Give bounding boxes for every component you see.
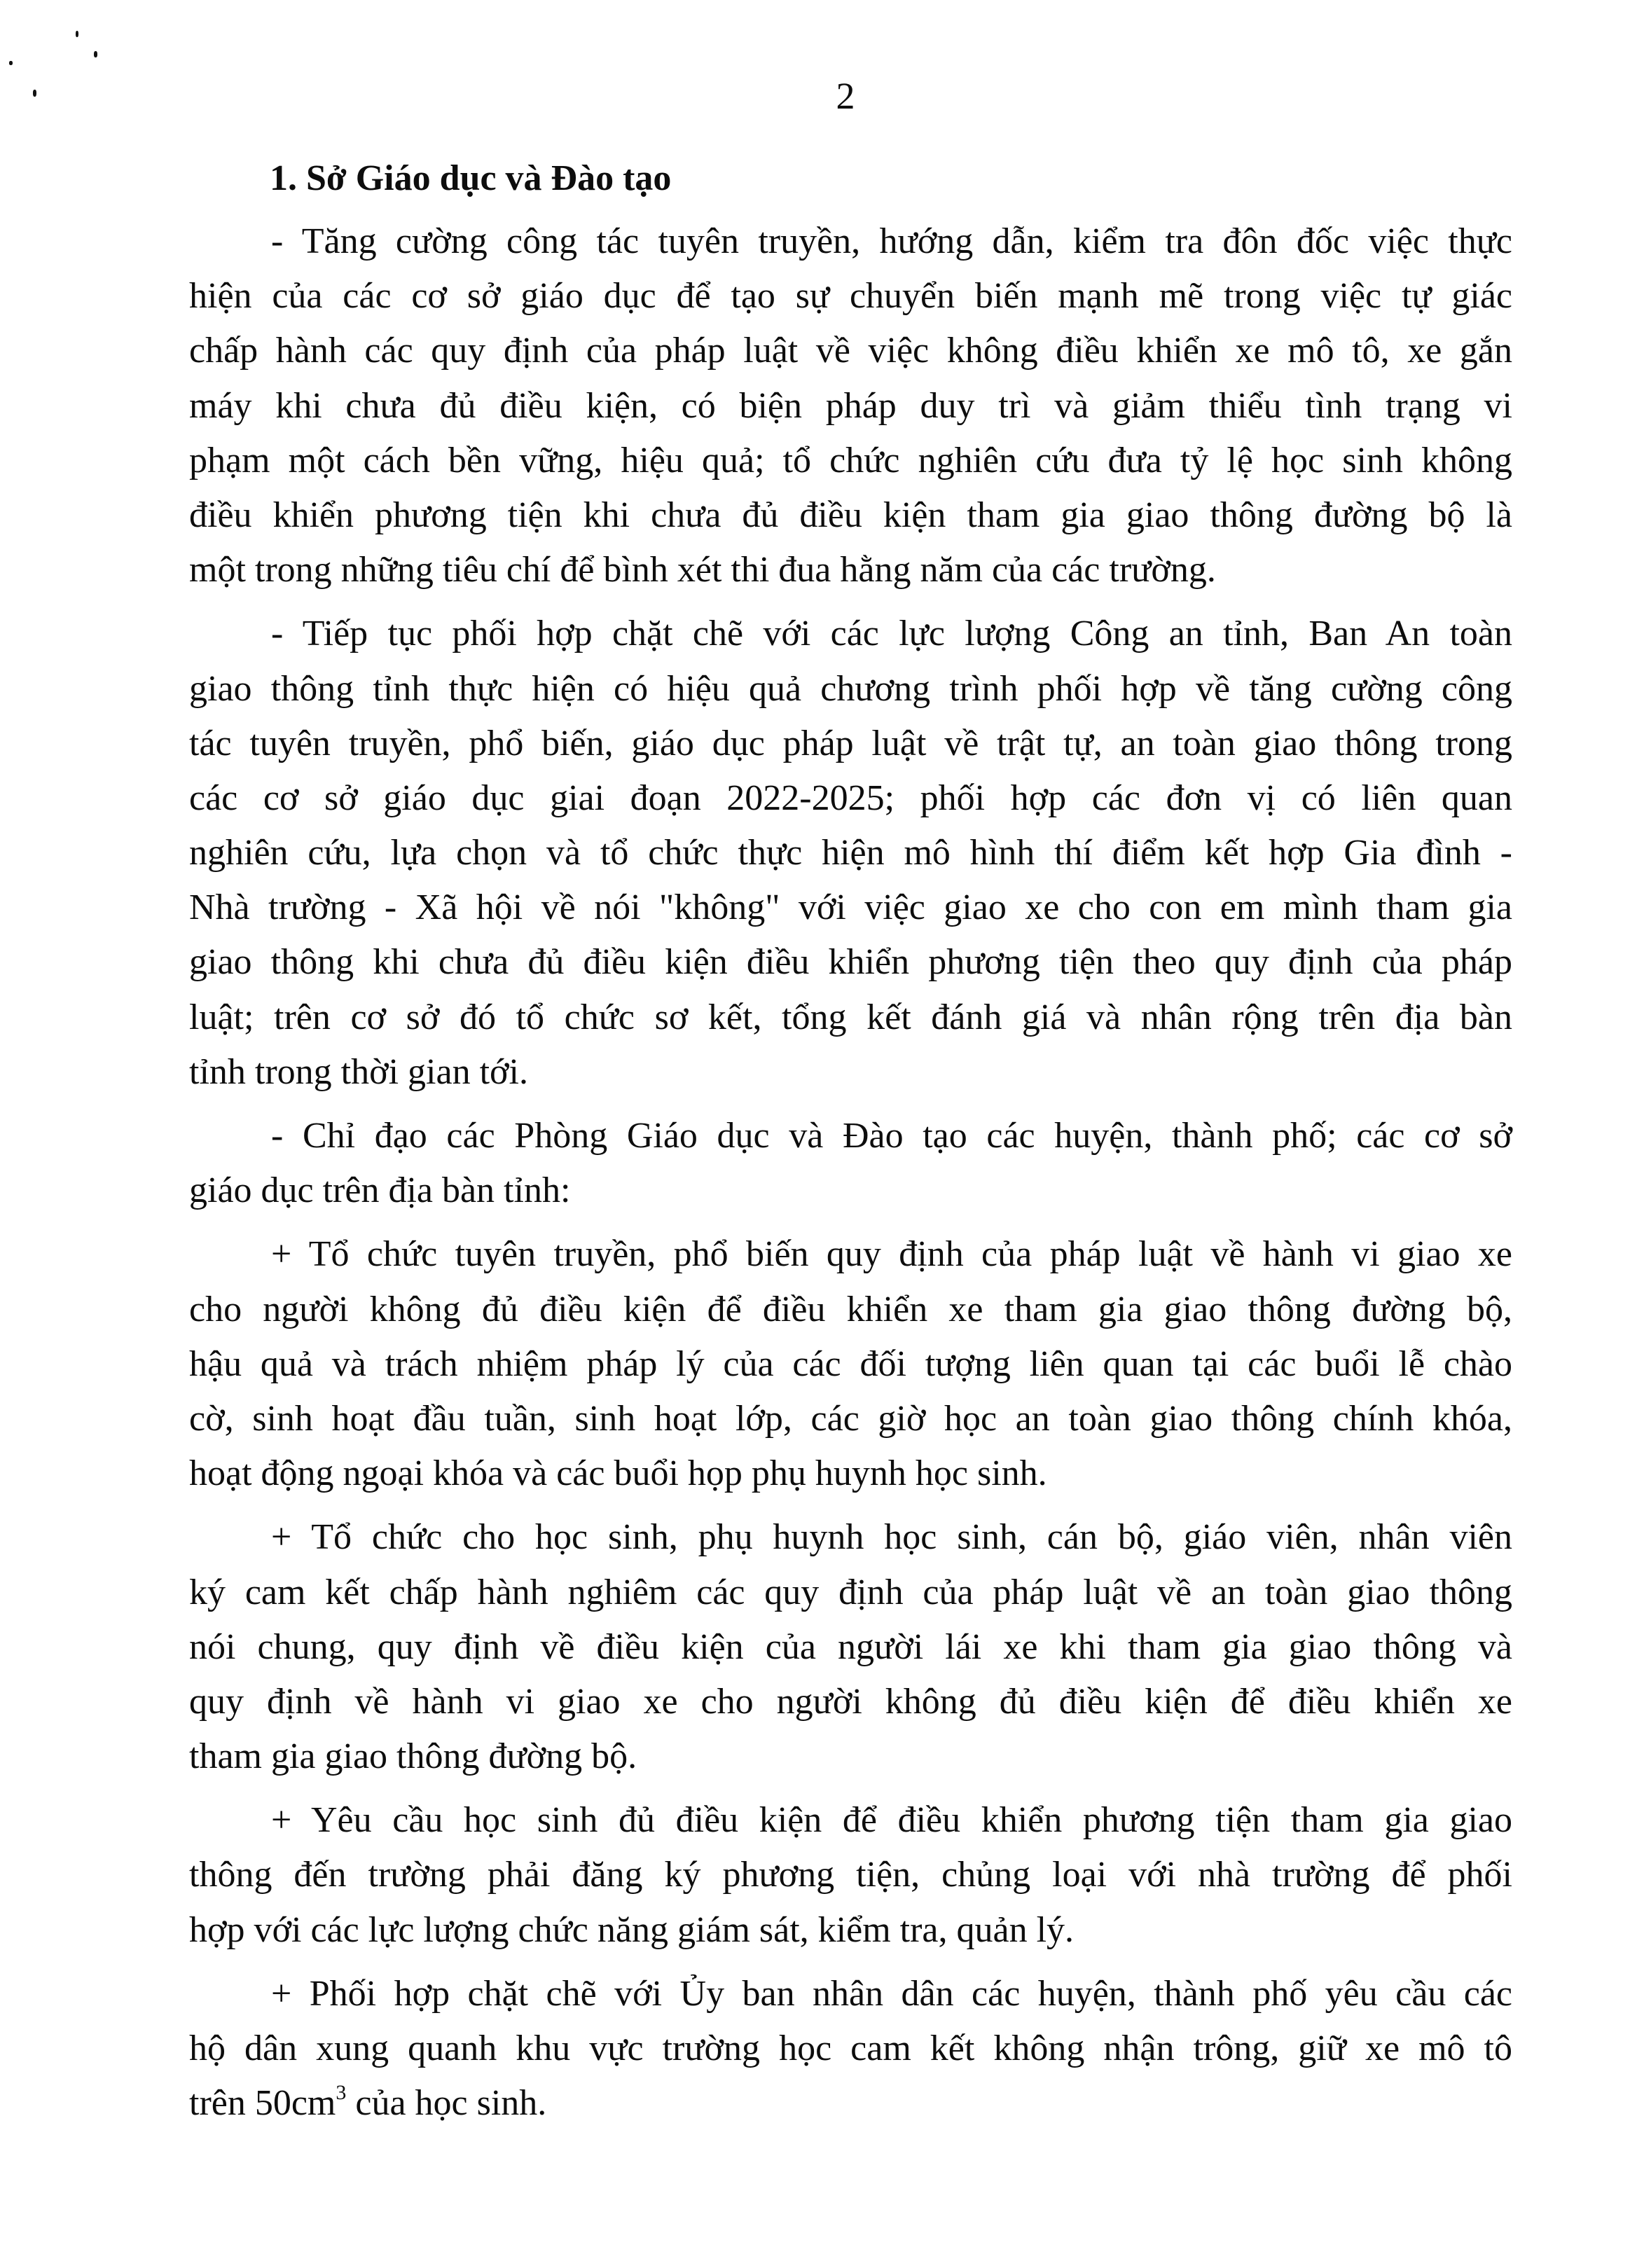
paragraph xyxy=(189,607,1512,1100)
text-line: hiện của các cơ sở giáo dục để tạo sự chuyển biến mạnh mẽ trong việc tự giác xyxy=(189,276,1512,317)
text-line: + Phối hợp chặt chẽ với Ủy ban nhân dân các huyện, thành phố yêu cầu các xyxy=(271,1973,1512,2014)
text-line: Nhà trường - Xã hội về nói "không" với việc giao xe cho con em mình tham gia xyxy=(189,887,1512,928)
text-line: ký cam kết chấp hành nghiêm các quy định của pháp luật về an toàn giao thông xyxy=(189,1572,1512,1612)
text-line: luật; trên cơ sở đó tổ chức sơ kết, tổng kết đánh giá và nhân rộng trên địa bàn xyxy=(189,997,1512,1037)
text-line: hậu quả và trách nhiệm pháp lý của các đối tượng liên quan tại các buổi lễ chào xyxy=(189,1343,1512,1384)
text-line: + Tổ chức tuyên truyền, phổ biến quy định của pháp luật về hành vi giao xe xyxy=(271,1234,1512,1275)
text-line: các cơ sở giáo dục giai đoạn 2022-2025; phối hợp các đơn vị có liên quan xyxy=(189,777,1512,818)
text-line: - Tiếp tục phối hợp chặt chẽ với các lực lượng Công an tỉnh, Ban An toàn xyxy=(271,614,1512,654)
text-line: hộ dân xung quanh khu vực trường học cam kết không nhận trông, giữ xe mô tô xyxy=(189,2028,1512,2068)
text-line: phạm một cách bền vững, hiệu quả; tổ chức nghiên cứu đưa tỷ lệ học sinh không xyxy=(189,440,1512,480)
scan-speck xyxy=(33,90,36,97)
text-line: giao thông tỉnh thực hiện có hiệu quả chương trình phối hợp về tăng cường công xyxy=(189,668,1512,709)
scan-speck xyxy=(9,61,13,65)
scan-speck xyxy=(76,31,78,37)
text-line: - Tăng cường công tác tuyên truyền, hướng dẫn, kiểm tra đôn đốc việc thực xyxy=(271,221,1512,261)
paragraph xyxy=(189,1967,1512,2131)
scan-speck xyxy=(94,51,97,57)
text-line: nói chung, quy định về điều kiện của người lái xe khi tham gia giao thông và xyxy=(189,1626,1512,1667)
paragraph xyxy=(189,1510,1512,1784)
text-line: giao thông khi chưa đủ điều kiện điều khiển phương tiện theo quy định của pháp xyxy=(189,942,1512,983)
superscript-cubed: 3 xyxy=(336,2081,347,2105)
text-line: cho người không đủ điều kiện để điều khiển xe tham gia giao thông đường bộ, xyxy=(189,1289,1512,1329)
section-heading: 1. Sở Giáo dục và Đào tạo xyxy=(270,158,672,198)
text-line: - Chỉ đạo các Phòng Giáo dục và Đào tạo các huyện, thành phố; các cơ sở xyxy=(271,1116,1512,1156)
text-line: một trong những tiêu chí để bình xét thi đua hằng năm của các trường. xyxy=(189,550,1216,590)
text-line: hoạt động ngoại khóa và các buổi họp phụ huynh học sinh. xyxy=(189,1453,1047,1494)
paragraph xyxy=(189,1793,1512,1958)
text-line: hợp với các lực lượng chức năng giám sát, kiểm tra, quản lý. xyxy=(189,1909,1075,1950)
text-line: tác tuyên truyền, phổ biến, giáo dục pháp luật về trật tự, an toàn giao thông trong xyxy=(189,723,1512,763)
text-line: cờ, sinh hoạt đầu tuần, sinh hoạt lớp, các giờ học an toàn giao thông chính khóa, xyxy=(189,1398,1512,1439)
text-line: + Yêu cầu học sinh đủ điều kiện để điều khiển phương tiện tham gia giao xyxy=(271,1800,1512,1841)
text-line: điều khiển phương tiện khi chưa đủ điều kiện tham gia giao thông đường bộ là xyxy=(189,495,1512,535)
document-body xyxy=(189,214,1512,2131)
text-line: quy định về hành vi giao xe cho người không đủ điều kiện để điều khiển xe xyxy=(189,1681,1512,1722)
text-line: + Tổ chức cho học sinh, phụ huynh học sinh, cán bộ, giáo viên, nhân viên xyxy=(271,1517,1512,1558)
text-line: máy khi chưa đủ điều kiện, có biện pháp duy trì và giảm thiểu tình trạng vi xyxy=(189,385,1512,426)
text-line: tham gia giao thông đường bộ. xyxy=(189,1736,637,1777)
paragraph xyxy=(189,1227,1512,1501)
text-line: tỉnh trong thời gian tới. xyxy=(189,1051,528,1092)
text-line xyxy=(189,2076,1512,2131)
page-number: 2 xyxy=(836,75,855,117)
text-line: thông đến trường phải đăng ký phương tiện, chủng loại với nhà trường để phối xyxy=(189,1855,1512,1895)
text-line: nghiên cứu, lựa chọn và tổ chức thực hiện mô hình thí điểm kết hợp Gia đình - xyxy=(189,833,1512,873)
text-line: chấp hành các quy định của pháp luật về việc không điều khiển xe mô tô, xe gắn xyxy=(189,331,1512,371)
text-line: giáo dục trên địa bàn tỉnh: xyxy=(189,1170,571,1211)
text-fragment: trên 50cm xyxy=(189,2083,336,2124)
paragraph xyxy=(189,1109,1512,1218)
text-fragment: của học sinh. xyxy=(346,2083,547,2124)
paragraph xyxy=(189,214,1512,597)
